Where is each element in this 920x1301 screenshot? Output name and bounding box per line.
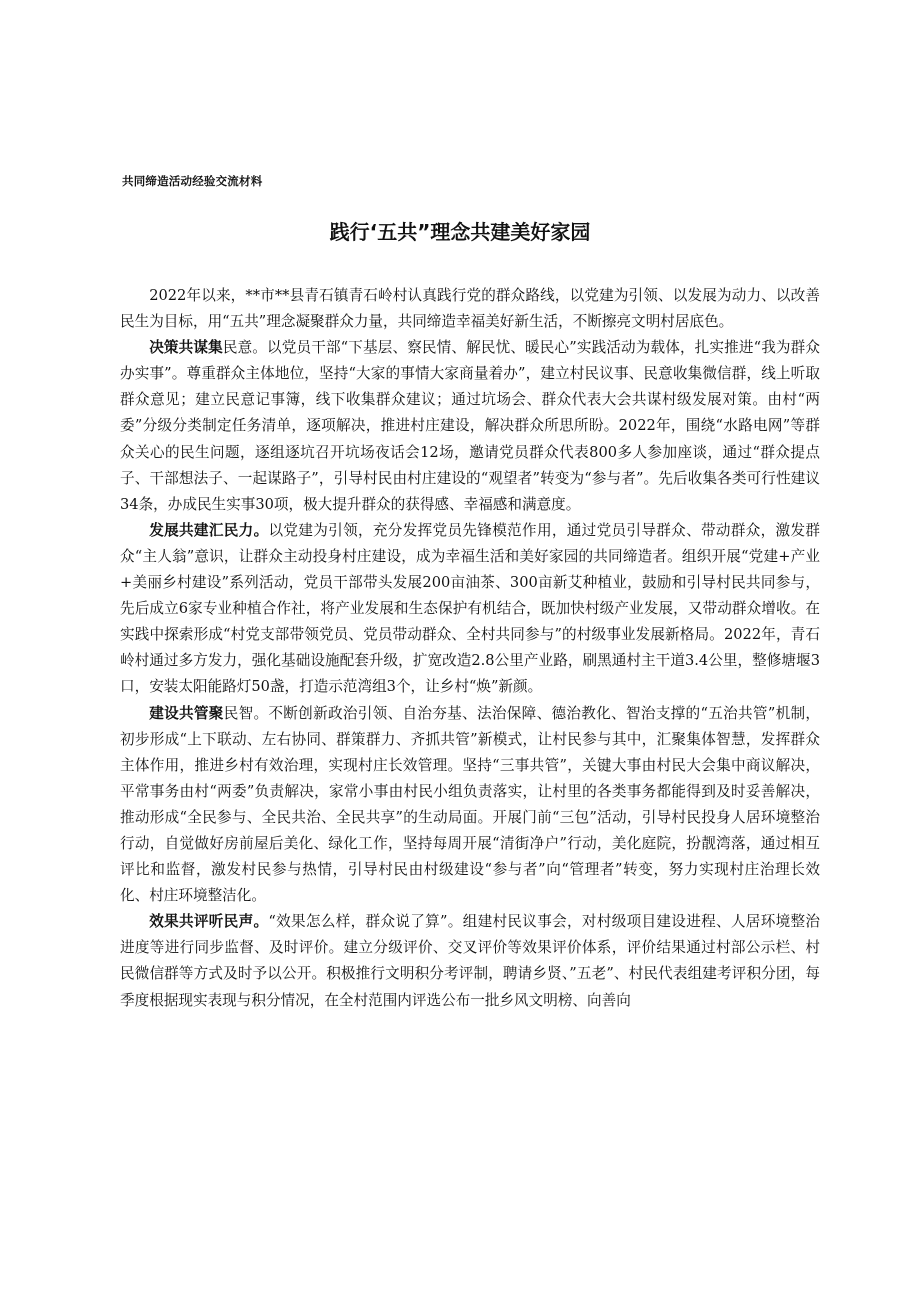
document-label: 共同缔造活动经验交流材料 bbox=[122, 174, 263, 188]
paragraph-text: 2022年以来，**市**县青石镇青石岭村认真践行党的群众路线，以党建为引领、以发展为动力、以改善民生为目标，用“五共”理念凝聚群众力量，共同缔造幸福美好新生活，不断擦亮文明村居底色。 bbox=[120, 287, 820, 331]
paragraph-text: 以党建为引领，充分发挥党员先锋模范作用，通过党员引导群众、带动群众，激发群众“主人翁”意识，让群众主动投身村庄建设，成为幸福生活和美好家园的共同缔造者。组织开展“党建+产业+美丽乡村建设”系列活动，党员干部带头发展200亩油茶、300亩新艾种植业，鼓励和引导村民共同参与，先后成立6家专业种植合作社，将产业发展和生态保护有机结合，既加快村级产业发展，又带动群众增收。在实践中探索形成“村党支部带领党员、党员带动群众、全村共同参与”的村级事业发展新格局。2022年，青石岭村通过多方发力，强化基础设施配套升级，扩宽改造2.8公里产业路，刷黑通村主干道3.4公里，整修塘堰3口，安装太阳能路灯50盏，打造示范湾组3个，让乡村“焕”新颜。 bbox=[120, 521, 820, 696]
paragraph-lead: 效果共评听民声。 bbox=[149, 913, 269, 931]
paragraph-text: “效果怎么样，群众说了算”。组建村民议事会，对村级项目建设进程、人居环境整治进度等进行同步监督、及时评价。建立分级评价、交叉评价等效果评价体系，评价结果通过村部公示栏、村民微信群等方式及时予以公开。积极推行文明积分考评制，聘请乡贤、”五老”、村民代表组建考评积分团，每季度根据现实表现与积分情况，在全村范围内评选公布一批乡风文明榜、向善向 bbox=[120, 913, 820, 1009]
paragraph-evaluation bbox=[120, 909, 820, 1013]
paragraph-text: 民意。以党员干部“下基层、察民情、解民忧、暖民心”实践活动为载体，扎实推进“我为群众办实事”。尊重群众主体地位，坚持“大家的事情大家商量着办”，建立村民议事、民意收集微信群，线上听取群众意见；建立民意记事簿，线下收集群众建议；通过坑场会、群众代表大会共谋村级发展对策。由村“两委”分级分类制定任务清单，逐项解决，推进村庄建设，解决群众所思所盼。2022年，围绕“水路电网”等群众关心的民生问题，逐组逐坑召开坑场夜话会12场，邀请党员群众代表800多人参加座谈，通过“群众提点子、干部想法子、一起谋路子”，引导村民由村庄建设的“观望者”转变为“参与者”。先后收集各类可行性建议34条，办成民生实事30项，极大提升群众的获得感、幸福感和满意度。 bbox=[120, 339, 820, 513]
paragraph-decision bbox=[120, 335, 820, 518]
paragraph-lead: 发展共建汇民力。 bbox=[149, 521, 269, 539]
paragraph-intro bbox=[120, 283, 820, 335]
paragraph-development bbox=[120, 518, 820, 701]
paragraph-governance bbox=[120, 701, 820, 910]
document-title: 践行‘五共”理念共建美好家园 bbox=[329, 220, 591, 244]
paragraph-lead: 建设共管聚 bbox=[149, 704, 224, 722]
paragraph-lead: 决策共谋集 bbox=[149, 339, 223, 357]
document-body bbox=[120, 283, 820, 1014]
paragraph-text: 民智。不断创新政治引领、自治夯基、法治保障、德治教化、智治支撑的“五治共管”机制，初步形成“上下联动、左右协同、群策群力、齐抓共管”新模式，让村民参与其中，汇聚集体智慧，发挥群众主体作用，推进乡村有效治理，实现村庄长效管理。坚持“三事共管”，关键大事由村民大会集中商议解决，平常事务由村“两委”负责解决，家常小事由村民小组负责落实，让村里的各类事务都能得到及时妥善解决，推动形成“全民参与、全民共治、全民共享”的生动局面。开展门前“三包”活动，引导村民投身人居环境整治行动，自觉做好房前屋后美化、绿化工作，坚持每周开展“清街净户”行动，美化庭院，扮靓湾落，通过相互评比和监督，激发村民参与热情，引导村民由村级建设“参与者”向“管理者”转变，努力实现村庄治理长效化、村庄环境整洁化。 bbox=[120, 704, 820, 905]
